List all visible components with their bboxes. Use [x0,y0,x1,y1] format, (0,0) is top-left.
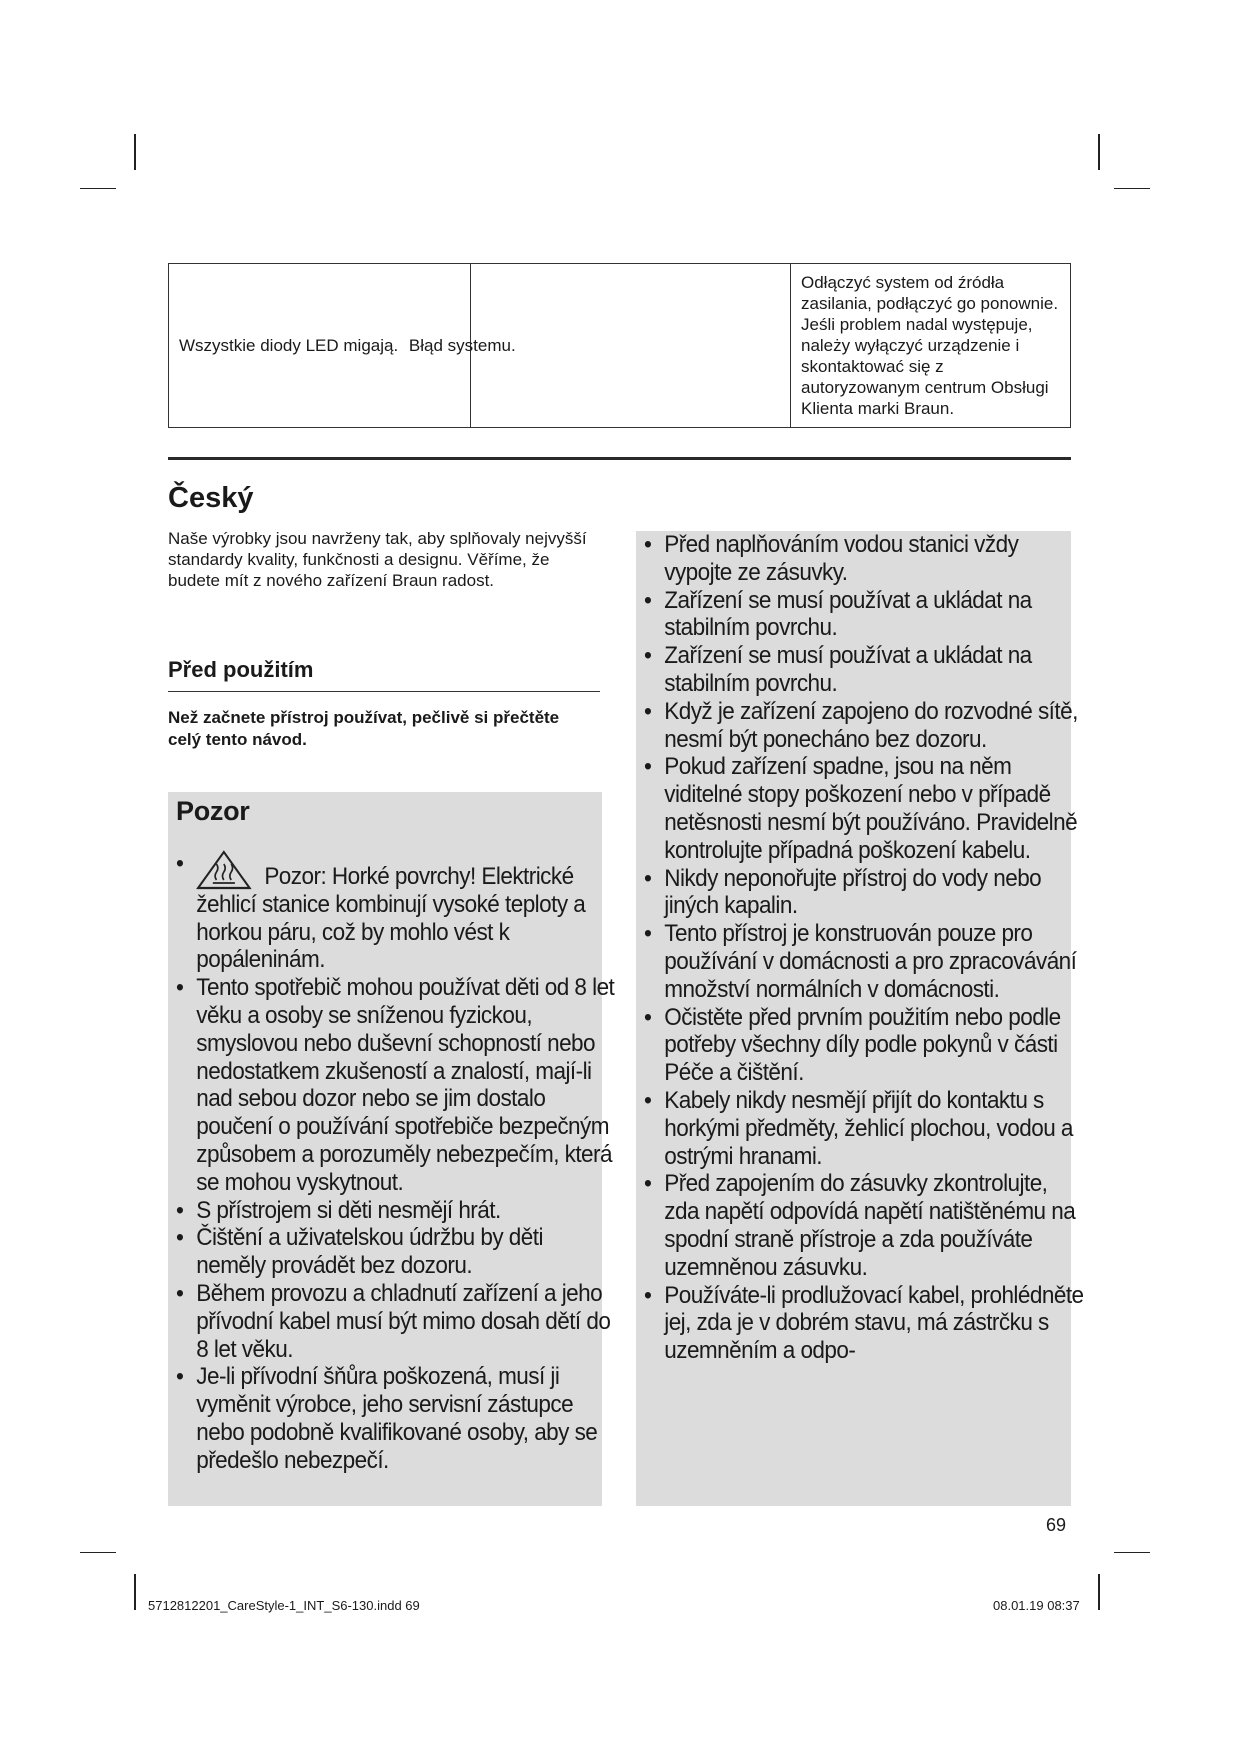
bullet: • [176,974,184,1002]
warning-box-left [168,792,615,1506]
bullet: • [644,1170,652,1198]
page-number: 69 [1046,1515,1067,1535]
warning-heading: Pozor [176,796,250,826]
bullet: • [644,697,652,725]
symptom-text: Wszystkie diody LED migają. [179,336,399,355]
list-item [644,1004,1086,1087]
language-heading: Český [168,482,254,514]
list-item [644,865,1086,921]
crop-mark-bottom-left [134,1574,136,1610]
list-item-text: Je-li přívodní šňůra poškozená, musí ji vyměnit výrobce, jeho servisní zástupce nebo podobně kvalifikované osoby, aby se předešlo nebezpečí. [196,1363,598,1474]
table-cell-symptom [169,264,516,428]
section-divider [168,457,1071,460]
list-item [644,1170,1086,1281]
bullet: • [176,1224,184,1252]
bullet: • [644,1281,652,1309]
list-item-text: Před zapojením do zásuvky zkontrolujte, zda napětí odpovídá napětí natištěnému na spodní straně přístroje a zda používáte uzemněnou zásuvku. [664,1170,1076,1281]
list-item [644,642,1086,698]
bullet: • [176,1363,184,1391]
list-item [644,531,1086,587]
troubleshooting-table [168,263,1071,428]
footer-datetime: 08.01.19 08:37 [993,1598,1080,1613]
list-item [644,753,1086,864]
list-item-text: Když je zařízení zapojeno do rozvodné sítě, nesmí být ponecháno bez dozoru. [664,697,1078,753]
warning-box-right [636,531,1084,1506]
list-item-text: Očistěte před prvním použitím nebo podle potřeby všechny díly podle pokynů v části Péče a čištění. [664,1003,1061,1087]
table-row [169,264,1071,428]
list-item [176,1224,616,1280]
cause-text: Błąd systemu. [408,336,516,355]
crop-mark-top-right-h [1114,188,1150,189]
bullet: • [176,850,184,877]
list-item [176,1280,616,1363]
list-item-text: Tento přístroj je konstruován pouze pro používání v domácnosti a pro zpracovávání množství normálních v domácnosti. [664,920,1077,1003]
list-item-text: Nikdy neponořujte přístroj do vody nebo jiných kapalin. [664,864,1042,920]
crop-mark-bottom-right-h [1114,1552,1150,1553]
bullet: • [176,1279,184,1307]
bullet: • [644,1086,652,1114]
bullet: • [644,586,652,614]
list-item [644,587,1086,643]
crop-mark-bottom-right [1098,1574,1100,1610]
list-item-text: Kabely nikdy nesmějí přijít do kontaktu s horkými předměty, žehlicí plochou, vodou a ostrými hranami. [664,1086,1073,1170]
list-item-text: Používáte-li prodlužovací kabel, prohlédněte jej, zda je v dobrém stavu, má zástrčku s uzemněním a odpo- [664,1281,1084,1365]
list-item [644,1087,1086,1170]
warning-list-right [644,531,1084,1365]
hot-surface-warning-text: Pozor: Horké povrchy! Elektrické žehlicí stanice kombinují vysoké teploty a horkou páru, což by mohlo vést k popáleninám. [196,863,586,974]
list-item-text: Zařízení se musí používat a ukládat na stabilním povrchu. [664,642,1032,697]
remedy-text: Odłączyć system od źródła zasilania, podłączyć go ponownie. Jeśli problem nadal występuje, należy wyłączyć urządzenie i skontaktować się z autoryzowanym centrum Obsługi Klienta marki Braun. [801,273,1059,418]
read-instructions-note: Než začnete přístroj používat, pečlivě si přečtěte celý tento návod. [168,708,560,749]
table-cell-remedy [791,264,1071,428]
bullet: • [644,920,652,948]
bullet: • [644,642,652,670]
before-use-heading: Před použitím [168,657,600,692]
crop-mark-bottom-left-h [80,1552,116,1553]
list-item [176,1197,616,1225]
list-item [644,920,1086,1003]
footer-file-info: 5712812201_CareStyle-1_INT_S6-130.indd 69 [148,1598,420,1613]
warning-list-left [176,850,615,1475]
list-item [176,1363,616,1474]
list-item-text: Čištění a uživatelskou údržbu by děti neměly provádět bez dozoru. [196,1224,543,1280]
list-item-text: Zařízení se musí používat a ukládat na stabilním povrchu. [664,586,1032,642]
intro-paragraph: Naše výrobky jsou navrženy tak, aby splňovaly nejvyšší standardy kvality, funkčnosti a designu. Věříme, že budete mít z nového zařízení Braun radost. [168,529,587,590]
list-item [644,1282,1086,1365]
bullet: • [644,753,652,781]
list-item-text: Před naplňováním vodou stanici vždy vypojte ze zásuvky. [664,531,1019,586]
list-item-text: S přístrojem si děti nesmějí hrát. [196,1196,501,1224]
list-item [176,974,616,1196]
list-item [176,850,616,974]
bullet: • [644,531,652,558]
hot-surface-icon [196,850,251,890]
bullet: • [644,1003,652,1031]
table-cell-cause [471,264,791,428]
list-item [644,698,1086,754]
crop-mark-top-left-h [80,188,116,189]
bullet: • [176,1196,184,1224]
crop-mark-top-right [1098,134,1100,170]
bullet: • [644,864,652,892]
crop-mark-top-left [134,134,136,170]
list-item-text: Během provozu a chladnutí zařízení a jeho přívodní kabel musí být mimo dosah dětí do 8 let věku. [196,1279,611,1363]
list-item-text: Pokud zařízení spadne, jsou na něm viditelné stopy poškození nebo v případě netěsnosti nesmí být používáno. Pravidelně kontrolujte případná poškození kabelu. [664,753,1078,864]
list-item-text: Tento spotřebič mohou používat děti od 8 let věku a osoby se sníženou fyzickou, smyslovou nebo duševní schopností nebo nedostatkem zkušeností a znalostí, mají-li nad sebou dozor nebo se jim dostalo poučení o používání spotřebiče bezpečným způsobem a porozuměly nebezpečím, která se mohou vyskytnout. [196,974,615,1196]
